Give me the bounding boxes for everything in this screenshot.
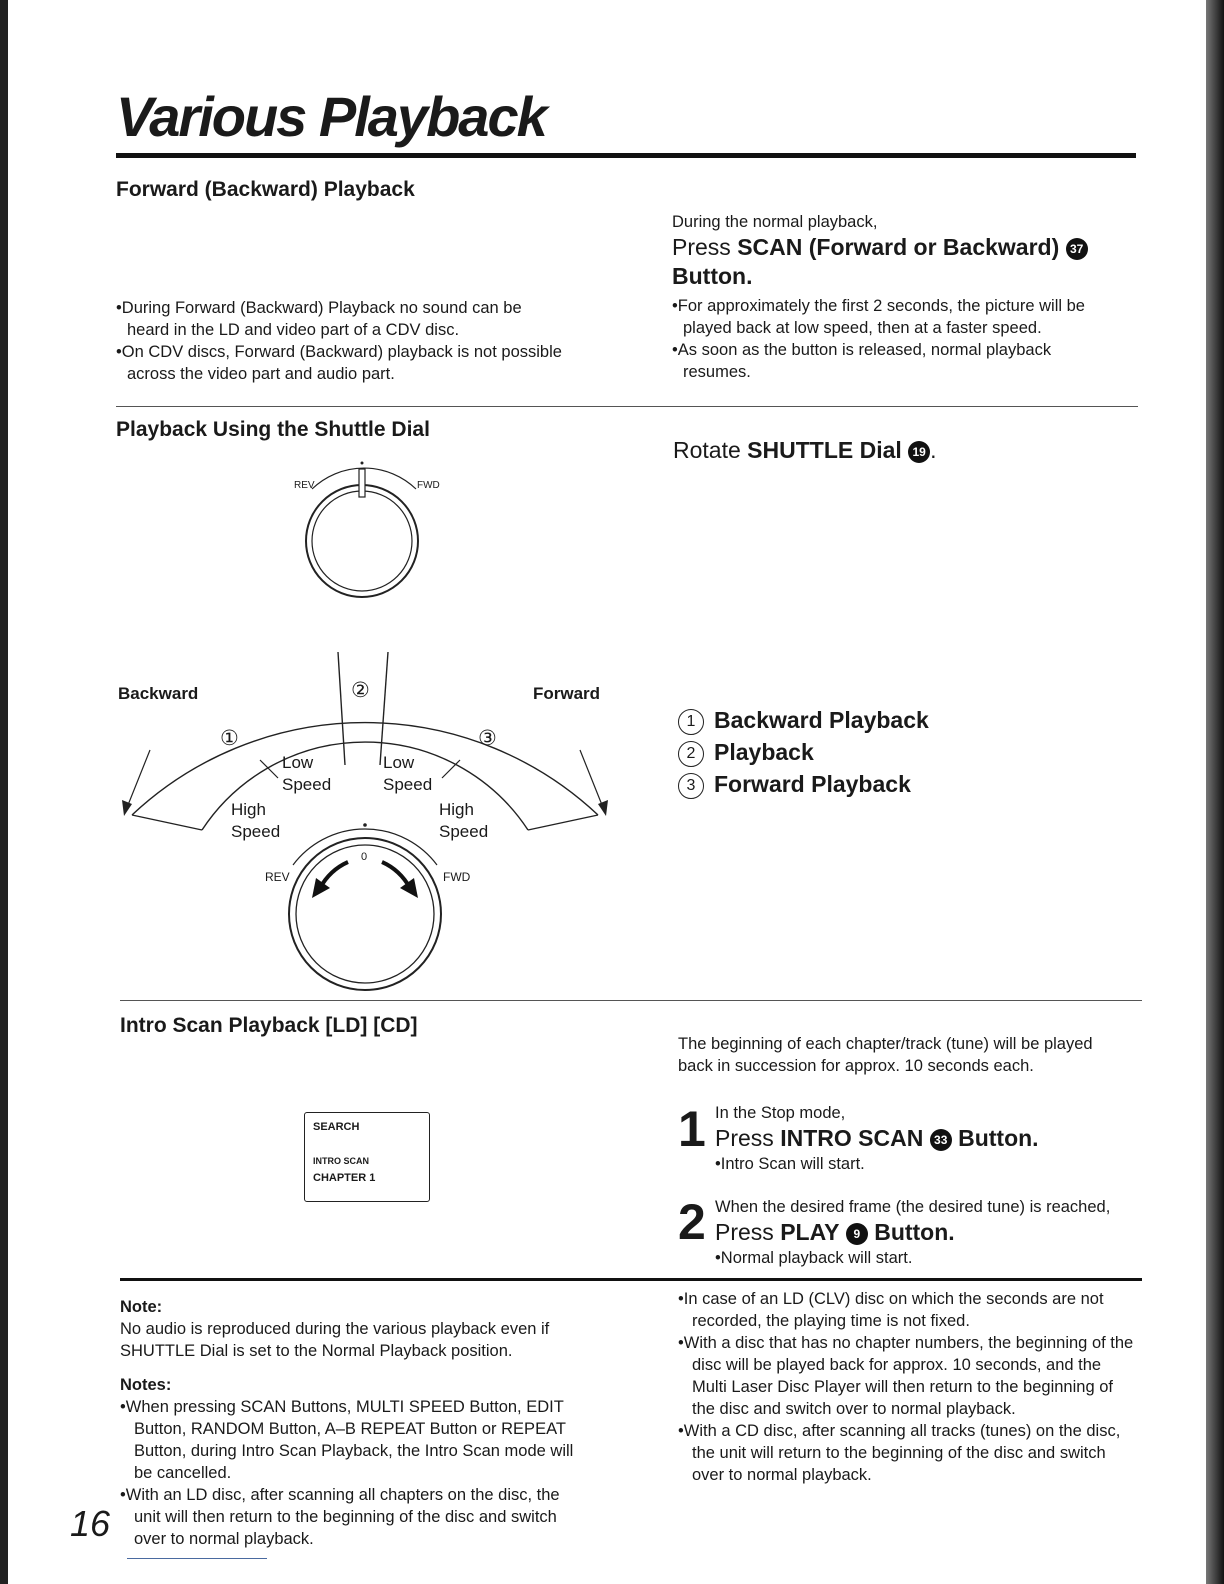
shuttle-legend bbox=[678, 704, 929, 800]
screen-line-2: CHAPTER 1 bbox=[313, 1172, 376, 1184]
diagram-low-speed-left: Low Speed bbox=[282, 753, 332, 794]
footer-line bbox=[127, 1558, 267, 1559]
notes-heading: Notes: bbox=[120, 1376, 172, 1394]
legend-item: 1 Backward Playback bbox=[678, 704, 929, 736]
scan-edge-left bbox=[0, 0, 8, 1584]
notes-bullet-2: •With an LD disc, after scanning all chapters on the disc, the unit will then return to the beginning of the disc and switch over to normal playback. bbox=[120, 1486, 560, 1548]
forward-right-bullets bbox=[672, 295, 1122, 383]
forward-left-bullet-1: •During Forward (Backward) Playback no sound can be heard in the LD and video part of a CDV disc. bbox=[116, 299, 522, 339]
legend-item: 2 Playback bbox=[678, 736, 929, 768]
intro-scan-heading: Intro Scan Playback [LD] [CD] bbox=[120, 1014, 418, 1037]
notes-bullet-1: •When pressing SCAN Buttons, MULTI SPEED Button, EDIT Button, RANDOM Button, A–B REPEAT Button or REPEAT Button, during Intro Scan Playback, the Intro Scan mode will be cancelled. bbox=[120, 1398, 574, 1482]
shuttle-dial-number-badge: 19 bbox=[908, 441, 930, 463]
diagram-marker-2: ② bbox=[351, 679, 370, 702]
notes-left bbox=[120, 1296, 580, 1550]
step-2-number: 2 bbox=[678, 1194, 706, 1250]
small-dial-fwd-label: FWD bbox=[417, 480, 440, 491]
forward-left-bullet-2: •On CDV discs, Forward (Backward) playback is not possible across the video part and audio part. bbox=[116, 343, 562, 383]
diagram-high-speed-right: High Speed bbox=[439, 800, 489, 841]
step-1: In the Stop mode, Press INTRO SCAN 33 Button. •Intro Scan will start. bbox=[715, 1104, 1039, 1173]
diagram-marker-3: ③ bbox=[478, 727, 497, 750]
diagram-high-speed-left: High Speed bbox=[231, 800, 281, 841]
page-title: Various Playback bbox=[116, 85, 546, 148]
step-1-number: 1 bbox=[678, 1101, 706, 1157]
note-text: No audio is reproduced during the various playback even if SHUTTLE Dial is set to the Normal Playback position. bbox=[120, 1320, 550, 1360]
intro-scan-button-badge: 33 bbox=[930, 1129, 952, 1151]
diagram-backward-label: Backward bbox=[118, 684, 199, 703]
screen-line-1: SEARCH INTRO SCAN bbox=[313, 1121, 369, 1166]
page-number: 16 bbox=[70, 1503, 111, 1544]
notes-right bbox=[678, 1288, 1140, 1486]
forward-instruction: Press SCAN (Forward or Backward) 37 Button. bbox=[672, 233, 1122, 291]
forward-intro: During the normal playback, bbox=[672, 213, 878, 231]
forward-right-bullet-1: •For approximately the first 2 seconds, the picture will be played back at low speed, then at a faster speed. bbox=[672, 297, 1085, 337]
intro-scan-description: The beginning of each chapter/track (tune) will be played back in succession for approx. 10 seconds each. bbox=[678, 1035, 1093, 1075]
title-rule bbox=[116, 153, 1136, 158]
diagram-rev-label: REV bbox=[265, 870, 290, 884]
diagram-low-speed-right: Low Speed bbox=[383, 753, 433, 794]
step-2: When the desired frame (the desired tune) is reached, Press PLAY 9 Button. •Normal playback will start. bbox=[715, 1198, 1111, 1267]
play-button-badge: 9 bbox=[846, 1223, 868, 1245]
diagram-forward-label: Forward bbox=[533, 684, 601, 703]
scan-edge-right bbox=[1206, 0, 1224, 1584]
tv-screen-display bbox=[304, 1112, 430, 1202]
note-heading: Note: bbox=[120, 1298, 163, 1316]
notes-right-bullet-2: •With a disc that has no chapter numbers, the beginning of the disc will be played back for approx. 10 seconds, and the Multi Laser Disc Player will then return to the beginning of the disc and switch over to normal playback. bbox=[678, 1334, 1134, 1418]
shuttle-instruction: Rotate SHUTTLE Dial 19 . bbox=[673, 437, 937, 463]
notes-right-bullet-3: •With a CD disc, after scanning all tracks (tunes) on the disc, the unit will return to the beginning of the disc and switch over to normal playback. bbox=[678, 1422, 1121, 1484]
shuttle-heading: Playback Using the Shuttle Dial bbox=[116, 418, 430, 441]
notes-rule bbox=[120, 1278, 1142, 1281]
diagram-marker-1: ① bbox=[220, 727, 239, 750]
section-divider-1 bbox=[116, 406, 1138, 407]
section-divider-2 bbox=[120, 1000, 1142, 1001]
forward-left-bullets bbox=[116, 297, 566, 385]
small-dial-rev-label: REV bbox=[294, 480, 315, 491]
diagram-zero-label: 0 bbox=[361, 851, 368, 863]
forward-heading: Forward (Backward) Playback bbox=[116, 178, 415, 201]
forward-right-bullet-2: •As soon as the button is released, normal playback resumes. bbox=[672, 341, 1052, 381]
diagram-fwd-label: FWD bbox=[443, 870, 471, 884]
small-shuttle-dial bbox=[290, 455, 440, 605]
legend-item: 3 Forward Playback bbox=[678, 768, 929, 800]
notes-right-bullet-1: •In case of an LD (CLV) disc on which the seconds are not recorded, the playing time is not fixed. bbox=[678, 1290, 1104, 1330]
scan-button-number-badge: 37 bbox=[1066, 238, 1088, 260]
